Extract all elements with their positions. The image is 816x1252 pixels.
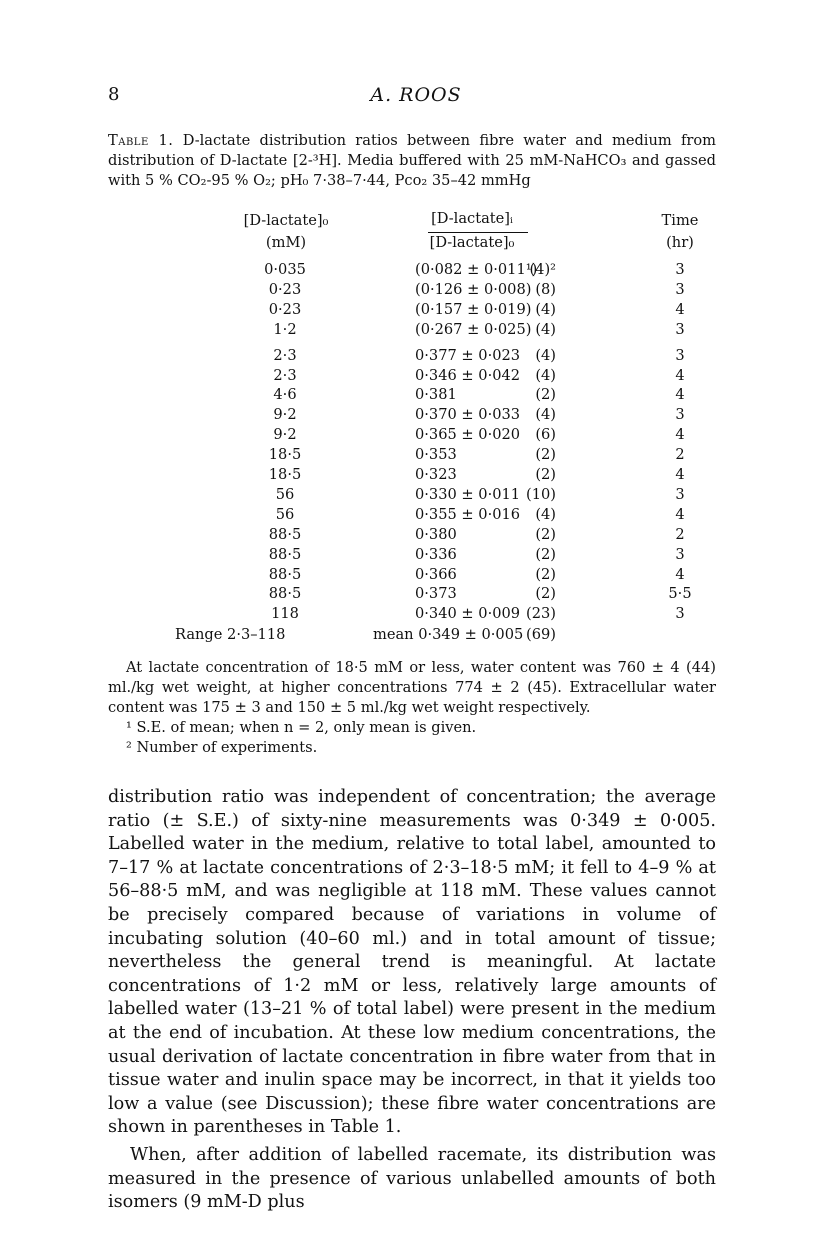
body-paragraph-2: When, after addition of labelled racemate, its distribution was measured in the presence of various unlabelled amounts of both isomers (9 mM-D plus — [108, 1144, 716, 1213]
cell-time: 4 — [675, 505, 685, 523]
cell-count: (10) — [526, 485, 556, 503]
cell-count: (2) — [535, 466, 556, 483]
summary-range: Range 2·3–118 — [175, 626, 286, 643]
footnote-2: ² Number of experiments. — [126, 739, 318, 756]
header-ratio-denominator: [D-lactate]₀ — [429, 234, 515, 251]
body-paragraph-1: distribution ratio was independent of concentration; the average ratio (± S.E.) of sixty-nine measurements was 0·349 ± 0·005. Labelled water in the medium, relative to total label, amounted to 7–17 % at lactate concentrations of 2·3–18·5 mM; it fell to 4–9 % at 56–88·5 mM, and was negligible at 118 mM. These values cannot be precisely compared because of variations in volume of incubating solution (40–60 ml.) and in total amount of tissue; nevertheless the general trend is meaningful. At lactate concentrations of 1·2 mM or less, relatively large amounts of labelled water (13–21 % of total label) were present in the medium at the end of incubation. At these low medium concentrations, the usual derivation of lactate concentration in fibre water from that in tissue water and inulin space may be incorrect, in that it yields too low a value (see Discussion); these fibre water concentrations are shown in parentheses in Table 1. — [108, 787, 716, 1138]
cell-concentration: 88·5 — [268, 545, 302, 563]
cell-ratio: 0·336 — [415, 545, 457, 563]
cell-concentration: 1·2 — [273, 320, 297, 338]
cell-ratio: 0·340 ± 0·009 — [415, 605, 521, 623]
cell-count: (2) — [535, 565, 556, 583]
cell-time: 2 — [675, 525, 685, 543]
header-ratio-numerator: [D-lactate]ᵢ — [431, 210, 513, 227]
cell-count: (23) — [526, 605, 556, 623]
body-text — [108, 786, 716, 1215]
cell-count: (4) — [535, 320, 556, 338]
cell-concentration: 0·23 — [268, 280, 302, 298]
cell-time: 3 — [675, 346, 685, 364]
cell-concentration: 2·3 — [273, 346, 297, 364]
water-content-note: At lactate concentration of 18·5 mM or less, water content was 760 ± 4 (44) ml./kg wet weight, at higher concentrations 774 ± 2 (45). Extracellular water content was 175 ± 3 and 150 ± 5 ml./kg wet weight respectively. — [108, 659, 716, 716]
cell-time: 3 — [675, 261, 685, 278]
table-notes — [108, 658, 716, 758]
cell-count: (4) — [535, 505, 556, 523]
cell-concentration: 0·035 — [264, 261, 306, 278]
cell-ratio: 0·365 ± 0·020 — [415, 426, 521, 444]
cell-time: 3 — [675, 485, 685, 503]
cell-concentration: 4·6 — [273, 386, 297, 404]
cell-ratio: 0·330 ± 0·011 — [415, 485, 521, 503]
cell-time: 3 — [675, 545, 685, 563]
cell-time: 5·5 — [668, 585, 692, 603]
cell-time: 4 — [675, 426, 685, 444]
cell-ratio: 0·355 ± 0·016 — [415, 505, 521, 523]
cell-ratio: 0·370 ± 0·033 — [415, 406, 521, 424]
cell-count: (2) — [535, 525, 556, 543]
cell-time: 4 — [675, 386, 685, 404]
cell-count: (4) — [535, 406, 556, 424]
cell-ratio: 0·373 — [415, 585, 457, 603]
header-concentration-unit: (mM) — [265, 234, 307, 251]
cell-concentration: 118 — [271, 605, 299, 623]
cell-concentration: 18·5 — [268, 466, 302, 483]
cell-time: 4 — [675, 565, 685, 583]
cell-time: 4 — [675, 300, 685, 318]
cell-concentration: 88·5 — [268, 585, 302, 603]
cell-concentration: 0·23 — [268, 300, 302, 318]
header-time-unit: (hr) — [666, 234, 694, 251]
cell-time: 4 — [675, 466, 685, 483]
cell-concentration: 88·5 — [268, 525, 302, 543]
cell-ratio: (0·126 ± 0·008) — [415, 280, 532, 298]
cell-ratio: 0·323 — [415, 466, 457, 483]
cell-ratio: 0·381 — [415, 386, 457, 404]
cell-time: 3 — [675, 280, 685, 298]
cell-count: (2) — [535, 545, 556, 563]
cell-concentration: 56 — [275, 505, 295, 523]
cell-count: (2) — [535, 446, 556, 464]
cell-time: 4 — [675, 366, 685, 384]
cell-count: (6) — [535, 426, 556, 444]
cell-ratio: (0·267 ± 0·025) — [415, 320, 532, 338]
cell-concentration: 88·5 — [268, 565, 302, 583]
cell-count: (4) — [535, 300, 556, 318]
cell-ratio: 0·366 — [415, 565, 457, 583]
cell-concentration: 18·5 — [268, 446, 302, 464]
footnote-1: ¹ S.E. of mean; when n = 2, only mean is given. — [126, 719, 477, 736]
cell-ratio: 0·380 — [415, 525, 457, 543]
cell-time: 3 — [675, 605, 685, 623]
header-concentration: [D-lactate]₀ — [243, 212, 329, 229]
cell-ratio: (0·157 ± 0·019) — [415, 300, 532, 318]
running-head-author: A. ROOS — [370, 84, 462, 106]
cell-count: (4)² — [529, 261, 556, 278]
cell-concentration: 9·2 — [273, 426, 297, 444]
running-head — [108, 84, 724, 110]
cell-count: (4) — [535, 366, 556, 384]
cell-concentration: 9·2 — [273, 406, 297, 424]
table-caption — [108, 131, 716, 191]
cell-count: (4) — [535, 346, 556, 364]
summary-count: (69) — [526, 626, 556, 643]
cell-count: (2) — [535, 386, 556, 404]
table-label: Table 1. — [108, 132, 174, 149]
header-ratio-fraction-line — [428, 232, 528, 233]
header-time: Time — [661, 212, 699, 229]
cell-time: 2 — [675, 446, 685, 464]
cell-ratio: 0·353 — [415, 446, 457, 464]
cell-time: 3 — [675, 406, 685, 424]
cell-count: (8) — [535, 280, 556, 298]
page-number: 8 — [108, 84, 120, 105]
cell-time: 3 — [675, 320, 685, 338]
cell-ratio: 0·377 ± 0·023 — [415, 346, 521, 364]
cell-ratio: 0·346 ± 0·042 — [415, 366, 521, 384]
cell-concentration: 2·3 — [273, 366, 297, 384]
table-caption-text: D-lactate distribution ratios between fibre water and medium from distribution of D-lactate [2-³H]. Media buffered with 25 mM-NaHCO₃ and gassed with 5 % CO₂-95 % O₂; pH₀ 7·38–7·44, Pco₂ 35–42 mmHg — [108, 132, 716, 189]
cell-concentration: 56 — [275, 485, 295, 503]
cell-ratio: (0·082 ± 0·011¹) — [415, 261, 538, 278]
summary-mean: mean 0·349 ± 0·005 — [373, 626, 524, 643]
cell-count: (2) — [535, 585, 556, 603]
